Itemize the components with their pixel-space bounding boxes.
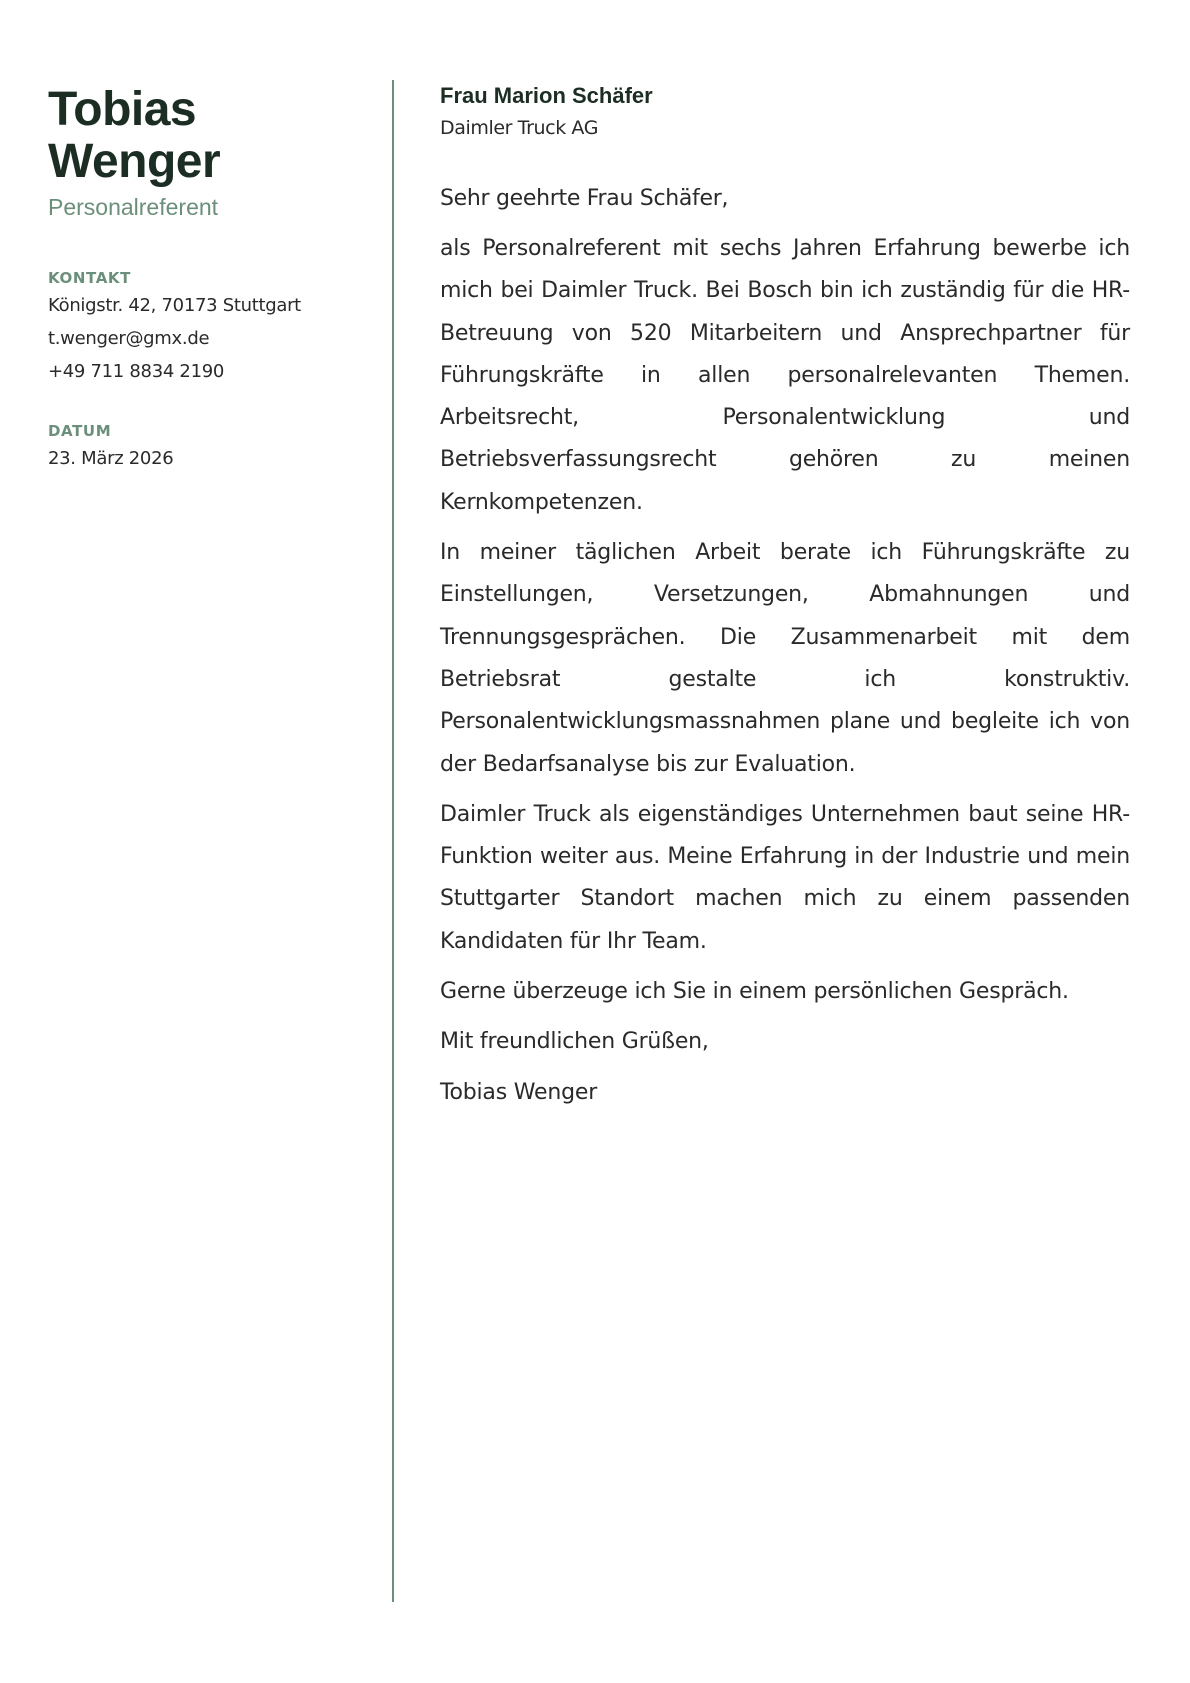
paragraph-motivation: Daimler Truck als eigenständiges Unternehmen baut seine HR-Funktion weiter aus. Meine Erfahrung in der Industrie und mein Stuttgarter Standort machen mich zu einem passenden Kandidaten für Ihr Team. [440,801,1130,954]
paragraph-intro: als Personalreferent mit sechs Jahren Erfahrung bewerbe ich mich bei Daimler Truck. Bei Bosch bin ich zuständig für die HR-Betreuung von 520 Mitarbeitern und Ansprechpartner für Führungskräfte in allen personalrelevanten Themen. Arbeitsrecht, Personalentwicklung und Betriebsverfassungsrecht gehören zu meinen Kernkompetenzen. [440,236,1130,515]
closing: Mit freundlichen Grüßen, [440,1029,709,1055]
signature: Tobias Wenger [440,1079,598,1105]
date-value: 23. März 2026 [48,448,174,469]
sender-last-name: Wenger [48,135,221,188]
contact-label: KONTAKT [48,269,131,287]
vertical-divider [392,80,394,1602]
date-section [48,422,348,475]
recipient-company: Daimler Truck AG [440,117,599,139]
sender-name [48,84,348,188]
contact-address: Königstr. 42, 70173 Stuttgart [48,295,301,316]
recipient-name: Frau Marion Schäfer [440,83,653,108]
salutation: Sehr geehrte Frau Schäfer, [440,186,729,211]
date-label: DATUM [48,422,112,440]
letter-body [440,80,1130,1114]
sender-first-name: Tobias [48,83,197,136]
sidebar [48,84,348,475]
contact-email: t.wenger@gmx.de [48,328,210,349]
contact-section [48,269,348,388]
paragraph-call-to-action: Gerne überzeuge ich Sie in einem persönlichen Gespräch. [440,979,1069,1005]
sender-role: Personalreferent [48,194,219,220]
contact-phone: +49 711 8834 2190 [48,361,225,382]
paragraph-experience: In meiner täglichen Arbeit berate ich Führungskräfte zu Einstellungen, Versetzungen, Abmahnungen und Trennungsgesprächen. Die Zusammenarbeit mit dem Betriebsrat gestalte ich konstruktiv. Personalentwicklungsmassnahmen plane und begleite ich von der Bedarfsanalyse bis zur Evaluation. [440,540,1130,777]
